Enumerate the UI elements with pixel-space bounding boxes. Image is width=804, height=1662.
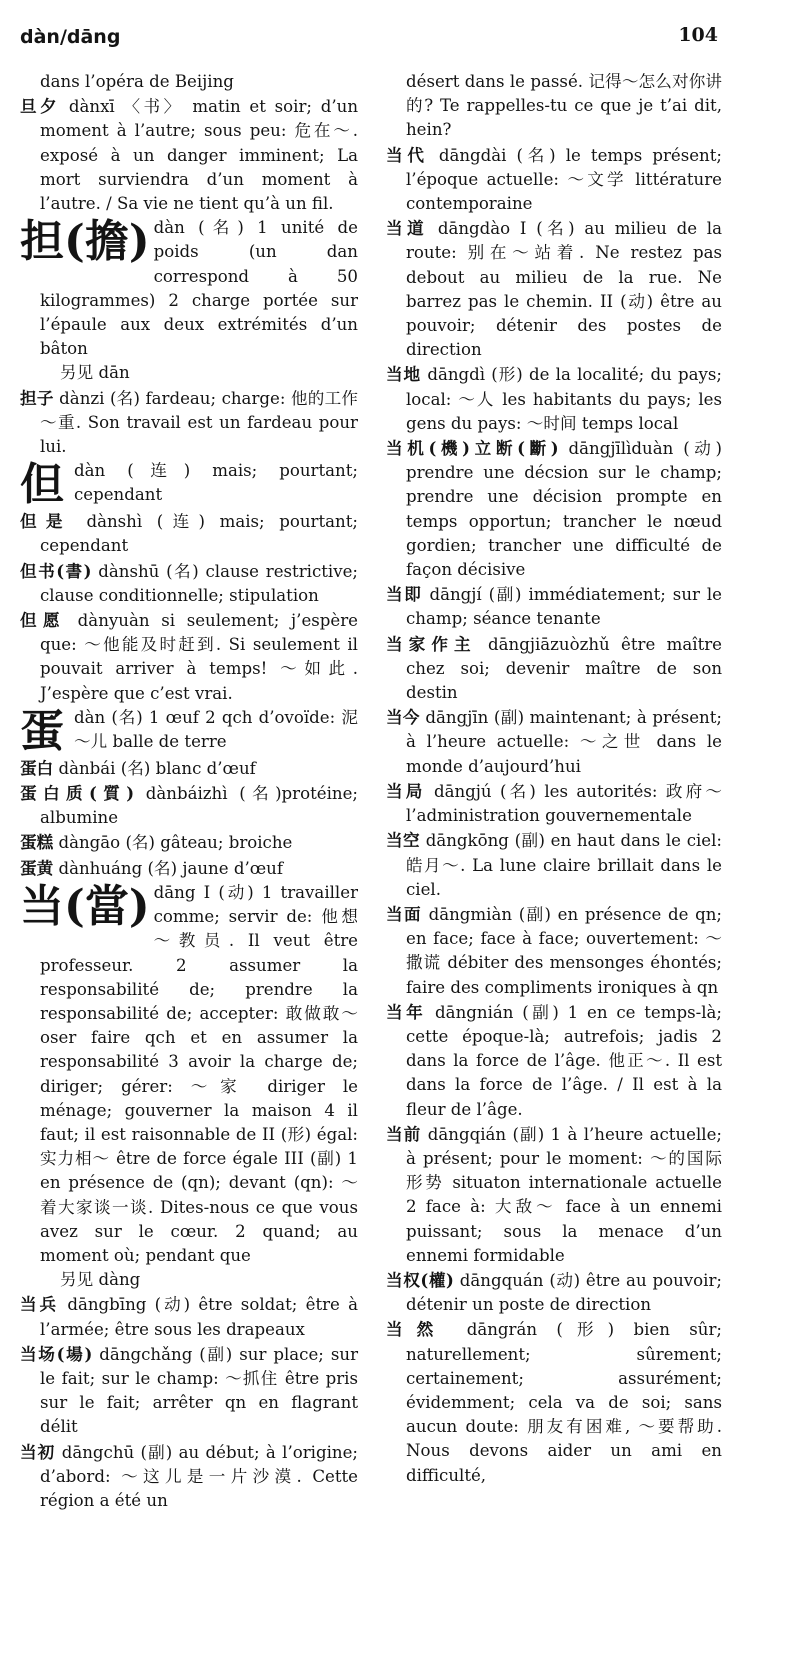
dictionary-entry — [20, 781, 358, 830]
definition-text: dāngjiāzuòzhǔ être maître chez soi; devenir maître de son destin — [406, 634, 722, 703]
headword: 当场(場) — [20, 1343, 93, 1364]
definition-text: dāngbīng (动) être soldat; être à l’armée; être sous les drapeaux — [40, 1295, 358, 1339]
headword: 当然 — [386, 1319, 448, 1340]
dictionary-entry — [20, 608, 358, 706]
dictionary-entry — [386, 705, 722, 779]
headword: 蛋白 — [20, 757, 54, 778]
definition-text: dànshū (名) clause restrictive; clause conditionnelle; stipulation — [40, 561, 358, 605]
dictionary-entry — [20, 856, 358, 881]
definition-text: dāngchǎng (副) sur place; sur le fait; sur le champ: ～抓住 être pris sur le fait; arrêter qn en flagrant délit — [40, 1344, 358, 1437]
definition-text: dāngdì (形) de la localité; du pays; local: ～人 les habitants du pays; les gens du pays: ～时间 temps local — [406, 365, 723, 433]
definition-text: dāngqián (副) 1 à l’heure actuelle; à présent; pour le moment: ～的国际形势 situaton internationale actuelle 2 face à: 大敌～ face à un ennemi puissant; sous la menace d’un ennemi formidable — [406, 1124, 723, 1265]
headword: 当年 — [386, 1001, 427, 1022]
definition-text: dāngrán (形) bien sûr; naturellement; sûrement; certainement; assurément; évidemment; cela va de soi; sans aucun doute: 朋友有困难, ～要帮助. Nous devons aider un ami en difficulté, — [406, 1320, 723, 1485]
dictionary-entry — [20, 756, 358, 781]
definition-text: dànbái (名) blanc d’œuf — [53, 758, 256, 778]
entry-continuation: désert dans le passé. 记得～怎么对你讲的? Te rappelles-tu ce que je t’ai dit, hein? — [406, 72, 722, 140]
dictionary-entry — [20, 1292, 358, 1341]
dictionary-entry — [386, 1317, 722, 1487]
dictionary-entry — [386, 632, 722, 706]
headword: 当空 — [386, 830, 421, 851]
dictionary-entry — [20, 830, 358, 855]
headword: 当面 — [386, 903, 422, 924]
headword: 当代 — [386, 144, 429, 165]
headword: 当机(機)立断(斷) — [386, 438, 559, 459]
headword: 但愿 — [20, 610, 66, 631]
headword: 当道 — [386, 218, 429, 239]
left-column — [20, 70, 358, 1513]
headword: 但是 — [20, 511, 72, 532]
headword: 当局 — [386, 780, 426, 801]
right-column — [386, 70, 722, 1488]
dictionary-entry — [386, 143, 722, 217]
dictionary-entry — [386, 436, 722, 582]
headword: 旦夕 — [20, 96, 61, 117]
dictionary-entry — [386, 1000, 722, 1122]
dictionary-entry — [20, 386, 358, 460]
entry-continuation: dans l’opéra de Beijing — [40, 72, 234, 91]
headword: 当家作主 — [386, 633, 477, 654]
main-character: 担(擔) — [20, 216, 150, 268]
definition-text: dāngnián (副) 1 en ce temps-là; cette époque-là; autrefois; jadis 2 dans la force de l’âge. 他正～. Il est dans la force de l’âge. / Il est à la fleur de l’âge. — [406, 1002, 723, 1119]
dictionary-entry — [20, 1440, 358, 1514]
headword: 当地 — [386, 364, 422, 385]
dictionary-entry — [20, 94, 358, 216]
running-head-pinyin: dàn/dāng — [20, 26, 121, 48]
headword: 当即 — [386, 584, 423, 605]
dictionary-entry — [20, 559, 358, 608]
definition-text: dāngjú (名) les autorités: 政府～ l’administration gouvernementale — [406, 781, 723, 826]
definition-text: dāngdài (名) le temps présent; l’époque actuelle: ～文学 littérature contemporaine — [406, 145, 722, 214]
definition-text: dàn (名) 1 œuf 2 qch d’ovoïde: 泥～儿 balle de terre — [74, 707, 358, 752]
dictionary-entry — [386, 1268, 722, 1317]
definition-text: dànyuàn si seulement; j’espère que: ～他能及时赶到. Si seulement il pouvait arriver à temps! ～如此. J’espère que c’est vrai. — [40, 611, 358, 703]
headword: 蛋糕 — [20, 832, 54, 853]
definition-text: dāngmiàn (副) en présence de qn; en face; face à face; ouvertement: ～撒谎 débiter des mensonges éhontés; faire des compliments ironiques à qn — [406, 904, 723, 997]
headword: 当今 — [386, 707, 420, 728]
headword: 当权(權) — [386, 1269, 454, 1290]
definition-text: dāngjīn (副) maintenant; à présent; à l’heure actuelle: ～之世 dans le monde d’aujourd’hui — [406, 708, 722, 776]
definition-text: dāngjí (副) immédiatement; sur le champ; séance tenante — [406, 585, 722, 629]
cross-reference: 另见 dàng — [60, 1270, 141, 1290]
definition-text: dāngdào I (名) au milieu de la route: 别在～站着. Ne restez pas debout au milieu de la rue. Ne barrez pas le chemin. II (动) être au pouvoir; détenir des postes de direction — [406, 219, 722, 360]
dictionary-entry — [20, 1342, 358, 1440]
definition-text: dànxī 〈书〉 matin et soir; d’un moment à l’autre; sous peu: 危在～. exposé à un danger imminent; La mort surviendra d’un moment à l’autre. / Sa vie ne tient qu’à un fil. — [40, 97, 359, 214]
dictionary-entry — [386, 216, 722, 362]
definition-text: dàn (连) mais; pourtant; cependant — [74, 461, 358, 505]
headword: 但书(書) — [20, 560, 92, 581]
definition-text: dāngchū (副) au début; à l’origine; d’abord: ～这儿是一片沙漠. Cette région a été un — [40, 1442, 359, 1510]
main-character-entry — [20, 706, 358, 756]
dictionary-entry — [386, 1122, 722, 1268]
definition-text: dàn (名) 1 unité de poids (un dan correspond à 50 kilogrammes) 2 charge portée sur l’épaule aux deux extrémités d’un bâton — [40, 218, 358, 359]
dictionary-entry — [386, 582, 722, 631]
dictionary-entry — [386, 902, 722, 1000]
definition-text: dāngquán (动) être au pouvoir; détenir un poste de direction — [406, 1270, 722, 1315]
cross-reference: 另见 dān — [60, 363, 130, 383]
dictionary-entry — [386, 828, 722, 902]
headword: 当兵 — [20, 1294, 60, 1315]
headword: 蛋白质(質) — [20, 783, 135, 804]
headword: 担子 — [20, 387, 54, 408]
headword: 当前 — [386, 1123, 422, 1144]
definition-text: dànbáizhì (名)protéine; albumine — [40, 784, 358, 828]
definition-text: dànzi (名) fardeau; charge: 他的工作～重. Son travail est un fardeau pour lui. — [40, 388, 359, 457]
definition-text: dāngkōng (副) en haut dans le ciel: 皓月～. La lune claire brillait dans le ciel. — [406, 831, 723, 899]
main-character-entry — [20, 881, 358, 1268]
main-character-entry — [20, 459, 358, 509]
page-number: 104 — [678, 24, 718, 46]
main-character: 但 — [20, 459, 64, 510]
headword: 蛋黄 — [20, 857, 54, 878]
dictionary-entry — [386, 362, 722, 436]
dictionary-entry — [386, 779, 722, 828]
main-character: 当(當) — [20, 880, 150, 932]
definition-text: dàngāo (名) gâteau; broiche — [53, 833, 293, 853]
definition-text: dànshì (连) mais; pourtant; cependant — [40, 512, 358, 556]
definition-text: dāngjīlìduàn (动) prendre une décsion sur le champ; prendre une décision prompte en temps opportun; trancher le nœud gordien; trancher une difficulté de façon décisive — [406, 439, 723, 580]
headword: 当初 — [20, 1441, 56, 1462]
dictionary-entry — [20, 509, 358, 558]
definition-text: dāng I (动) 1 travailler comme; servir de: 他想～教员. Il veut être professeur. 2 assumer la responsabilité de; prendre la responsabilité de; accepter: 敢做敢～ oser faire qch et en assumer la responsabilité 3 avoir la charge de; diriger; gérer: ～家 diriger le ménage; gouverner la maison 4 il faut; il est raisonnable de II (形) égal: 实力相～ être de force égale III (副) 1 en présence de (qn); devant (qn): ～着大家谈一谈. Dites-nous ce que vous avez sur le cœur. 2 quand; au moment où; pendant que — [40, 882, 358, 1265]
definition-text: dànhuáng (名) jaune d’œuf — [53, 858, 283, 878]
main-character-entry — [20, 216, 358, 361]
main-character: 蛋 — [20, 705, 64, 756]
